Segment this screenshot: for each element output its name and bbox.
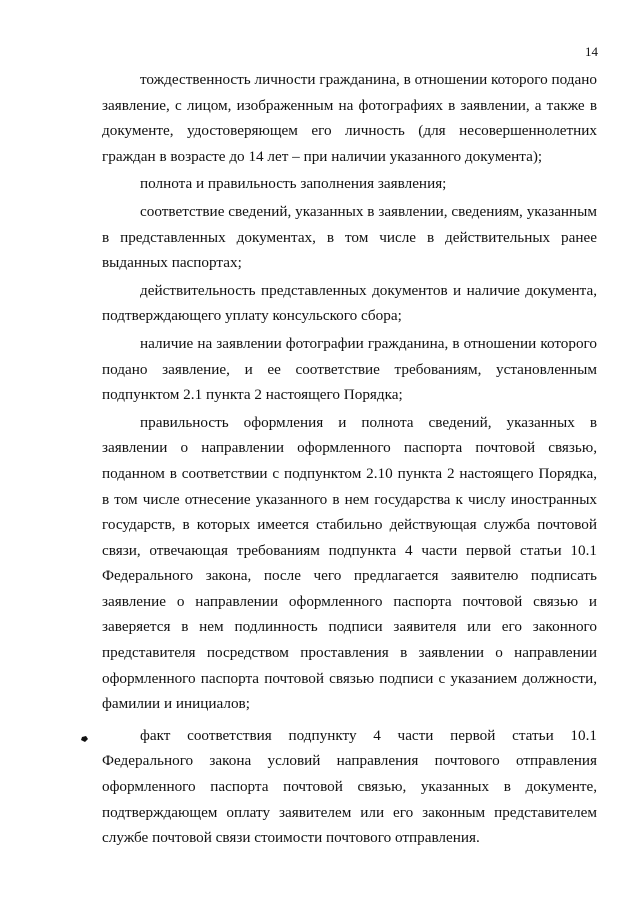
- paragraph-postal-application: правильность оформления и полнота сведений, указанных в заявлении о направлении оформленного паспорта почтовой связью, поданном в соответствии с подпунктом 2.10 пункта 2 настоящего Порядка, в том числе отнесение указанного в нем государства к числу иностранных государств, в которых имеется стабильно действующая служба почтовой связи, отвечающая требованиям подпункта 4 части первой статьи 10.1 Федерального закона, после чего предлагается заявителю подписать заявление о направлении оформленного паспорта почтовой связью и заверяется в нем подлинность подписи заявителя или его законного представителя посредством проставления в заявлении о направлении оформленного паспорта почтовой связью подписи с указанием должности, фамилии и инициалов;: [102, 413, 597, 713]
- paragraph-photo-requirements: наличие на заявлении фотографии гражданина, в отношении которого подано заявление, и ее соответствие требованиям, установленным подпунктом 2.1 пункта 2 настоящего Порядка;: [102, 334, 597, 404]
- paragraph-data-consistency: соответствие сведений, указанных в заявлении, сведениям, указанным в представленных документах, в том числе в действительных ранее выданных паспортах;: [102, 202, 597, 272]
- paragraph-document-validity: действительность представленных документов и наличие документа, подтверждающего уплату консульского сбора;: [102, 281, 597, 325]
- document-body: [102, 67, 597, 853]
- scan-speck-mark: [81, 736, 88, 742]
- paragraph-postal-conditions: факт соответствия подпункту 4 части первой статьи 10.1 Федерального закона условий направления почтового отправления оформленного паспорта почтовой связью, указанных в документе, подтверждающем оплату заявителем или его законным представителем службе почтовой связи стоимости почтового отправления.: [102, 726, 597, 847]
- page-number: 14: [585, 44, 598, 59]
- paragraph-completeness: полнота и правильность заполнения заявления;: [140, 175, 447, 193]
- paragraph-identity-check: тождественность личности гражданина, в отношении которого подано заявление, с лицом, изображенным на фотографиях в заявлении, а также в документе, удостоверяющем его личность (для несовершеннолетних граждан в возрасте до 14 лет – при наличии указанного документа);: [102, 71, 597, 165]
